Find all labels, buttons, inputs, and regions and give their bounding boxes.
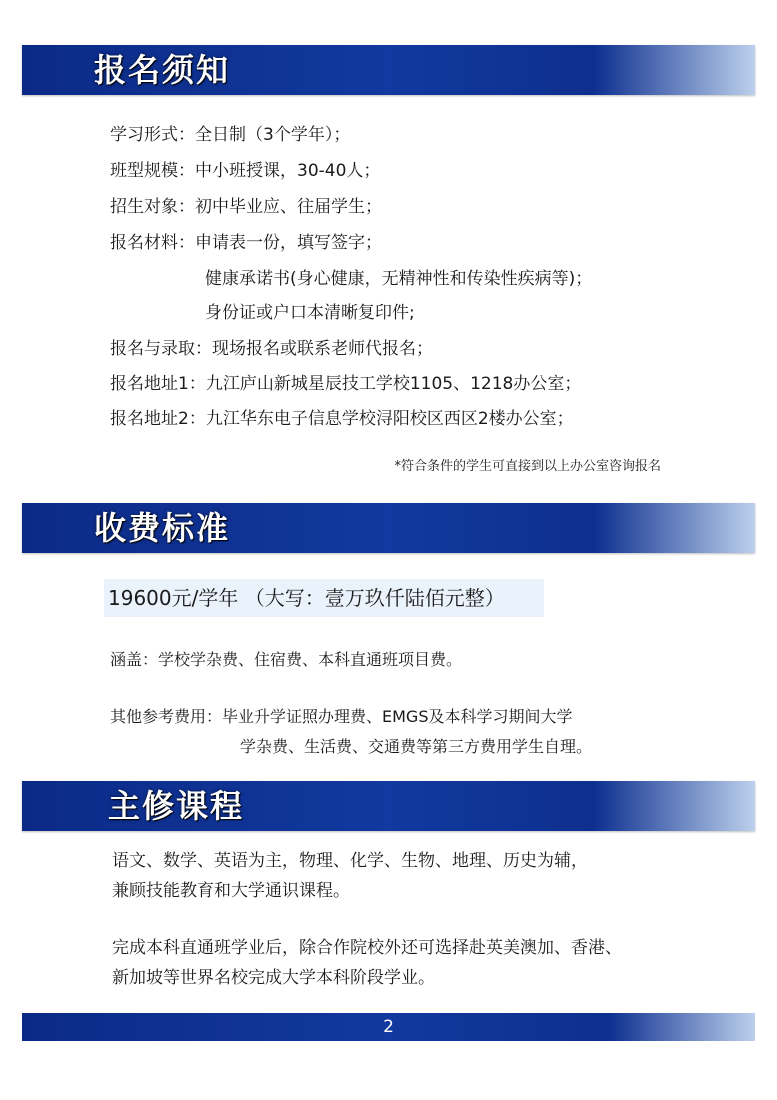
- section-title-registration: 报名须知: [94, 51, 231, 89]
- info-row-materials: 报名材料：申请表一份，填写签字；: [110, 233, 382, 253]
- info-row-admission-target: 招生对象：初中毕业应、往届学生；: [110, 197, 382, 217]
- info-row-enrollment: 报名与录取：现场报名或联系老师代报名；: [110, 339, 433, 359]
- fee-coverage: 涵盖：学校学杂费、住宿费、本科直通班项目费。: [110, 650, 463, 669]
- page-number: 2: [383, 1017, 394, 1037]
- info-row-study-form: 学习形式：全日制（3个学年）；: [110, 125, 351, 145]
- info-row-materials-health: 健康承诺书(身心健康，无精神性和传染性疾病等)；: [205, 269, 593, 289]
- section-banner-courses: [22, 781, 755, 831]
- info-row-materials-id: 身份证或户口本清晰复印件;: [205, 303, 415, 323]
- section-banner-registration: [22, 45, 755, 95]
- info-row-class-size: 班型规模：中小班授课，30-40人；: [110, 161, 381, 181]
- info-row-address-2: 报名地址2：九江华东电子信息学校浔阳校区西区2楼办公室；: [110, 409, 574, 429]
- section-banner-fees: [22, 503, 755, 553]
- section-title-courses: 主修课程: [108, 787, 245, 825]
- course-line-4: 新加坡等世界名校完成大学本科阶段学业。: [112, 968, 435, 988]
- registration-note: *符合条件的学生可直接到以上办公室咨询报名: [394, 459, 661, 474]
- fee-other-line-2: 学杂费、生活费、交通费等第三方费用学生自理。: [240, 737, 593, 756]
- fee-amount: 19600元/学年 （大写：壹万玖仟陆佰元整）: [108, 586, 505, 610]
- info-row-address-1: 报名地址1：九江庐山新城星辰技工学校1105、1218办公室；: [110, 374, 582, 394]
- course-line-3: 完成本科直通班学业后，除合作院校外还可选择赴英美澳加、香港、: [112, 938, 622, 958]
- course-line-2: 兼顾技能教育和大学通识课程。: [112, 881, 350, 901]
- fee-other-line-1: 其他参考费用：毕业升学证照办理费、EMGS及本科学习期间大学: [110, 707, 573, 726]
- section-title-fees: 收费标准: [94, 509, 231, 547]
- course-line-1: 语文、数学、英语为主，物理、化学、生物、地理、历史为辅，: [112, 851, 588, 871]
- footer-bar: [22, 1013, 755, 1041]
